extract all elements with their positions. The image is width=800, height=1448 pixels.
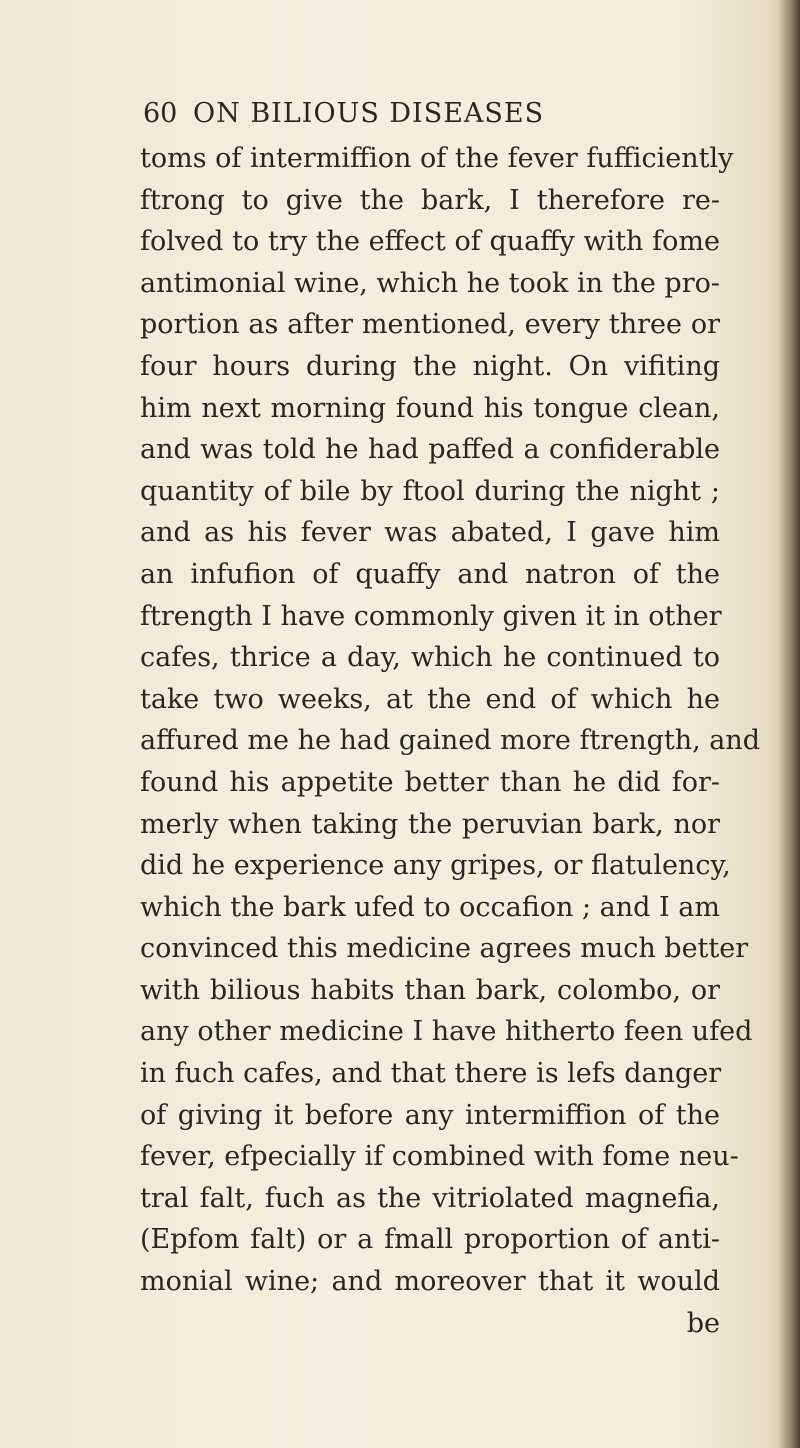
text-line: portion as after mentioned, every three or bbox=[140, 309, 720, 341]
text-line: with bilious habits than bark, colombo, or bbox=[140, 974, 720, 1006]
text-line: ftrong to give the bark, I therefore re- bbox=[140, 184, 720, 216]
text-line: cafes, thrice a day, which he continued to bbox=[140, 642, 720, 674]
running-head: ON BILIOUS DISEASES bbox=[193, 98, 545, 129]
text-line: an infufion of quaffy and natron of the bbox=[140, 558, 720, 590]
page-header bbox=[143, 98, 663, 138]
text-line: and was told he had paffed a confiderable bbox=[140, 434, 720, 466]
text-line: fever, efpecially if combined with fome neu- bbox=[140, 1141, 739, 1173]
body-text bbox=[140, 138, 761, 1344]
text-line: and as his fever was abated, I gave him bbox=[140, 517, 720, 549]
text-line: convinced this medicine agrees much better bbox=[140, 933, 749, 965]
text-line: (Epfom falt) or a fmall proportion of anti- bbox=[140, 1224, 720, 1256]
binding-edge bbox=[778, 0, 800, 1448]
text-line: monial wine; and moreover that it would bbox=[140, 1266, 720, 1298]
text-line: which the bark ufed to occafion ; and I am bbox=[140, 891, 720, 923]
text-line: antimonial wine, which he took in the pro- bbox=[140, 267, 720, 299]
text-line: found his appetite better than he did for- bbox=[140, 766, 720, 798]
text-line: quantity of bile by ftool during the night ; bbox=[140, 475, 720, 507]
text-line: affured me he had gained more ftrength, and bbox=[140, 725, 761, 757]
text-line: tral falt, fuch as the vitriolated magnefia, bbox=[140, 1182, 720, 1214]
text-line: merly when taking the peruvian bark, nor bbox=[140, 808, 720, 840]
text-line: four hours during the night. On vifiting bbox=[140, 350, 720, 382]
text-line: of giving it before any intermiffion of the bbox=[140, 1099, 720, 1131]
text-line: toms of intermiffion of the fever fufficiently bbox=[140, 143, 734, 174]
text-line: ftrength I have commonly given it in other bbox=[140, 600, 722, 632]
text-line: folved to try the effect of quaffy with fome bbox=[140, 226, 720, 258]
page-number: 60 bbox=[143, 98, 178, 129]
text-line: take two weeks, at the end of which he bbox=[140, 683, 720, 715]
text-line: him next morning found his tongue clean, bbox=[140, 392, 720, 424]
text-line: in fuch cafes, and that there is lefs danger bbox=[140, 1058, 722, 1090]
text-line: any other medicine I have hitherto feen ufed bbox=[140, 1016, 753, 1048]
text-line: did he experience any gripes, or flatulency, bbox=[140, 850, 731, 882]
catchword: be bbox=[686, 1307, 720, 1339]
